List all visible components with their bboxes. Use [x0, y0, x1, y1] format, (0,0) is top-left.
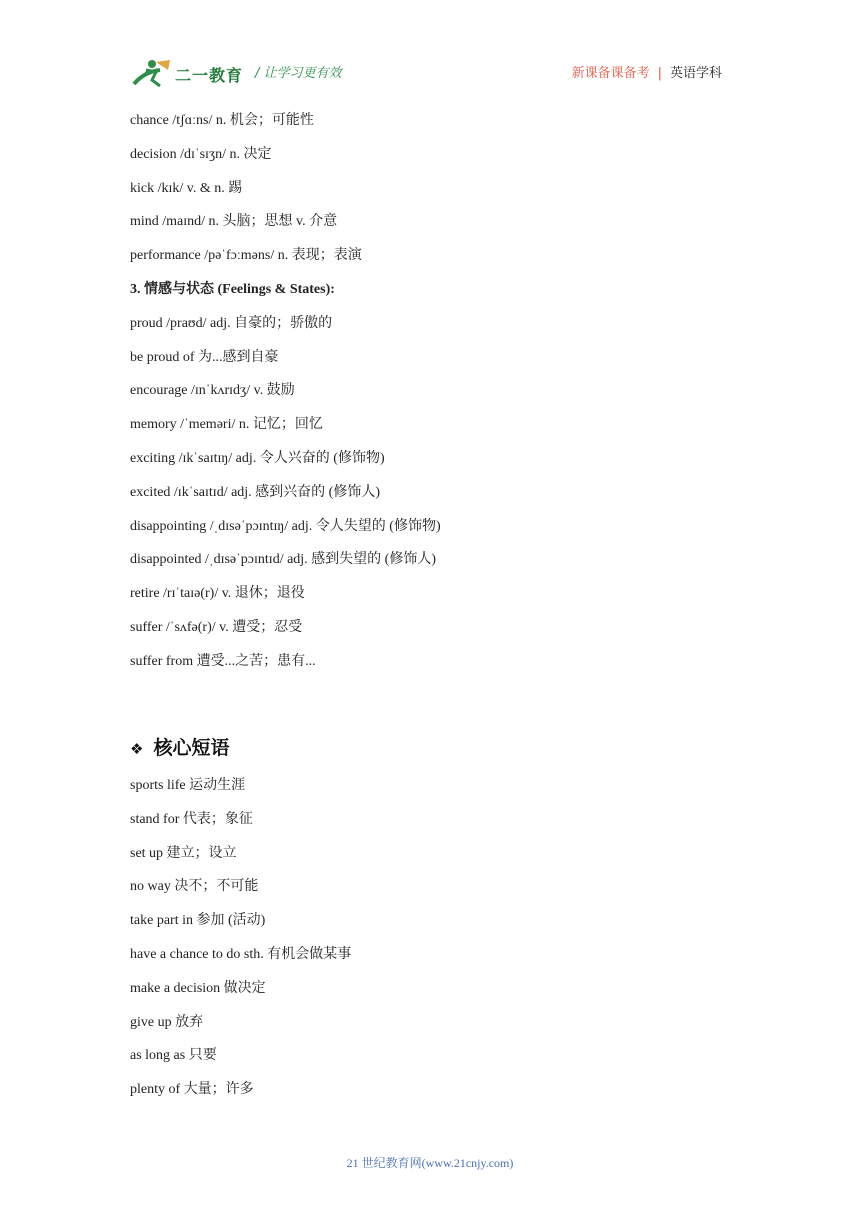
phrase-list	[130, 775, 730, 1113]
vocab-line: chance /tʃɑːns/ n. 机会；可能性	[130, 113, 314, 128]
header-separator: |	[657, 66, 662, 81]
vocab-line: disappointing /ˌdɪsəˈpɔɪntɪŋ/ adj. 令人失望的 (修饰物)	[130, 518, 441, 534]
phrase-line: stand for 代表；象征	[130, 811, 253, 827]
phrase-line: sports life 运动生涯	[130, 778, 246, 793]
vocab-line: encourage /ɪnˈkʌrɪdʒ/ v. 鼓励	[130, 383, 295, 399]
phrase-line: no way 决不；不可能	[130, 879, 259, 895]
category-heading: 3. 情感与状态 (Feelings & States):	[130, 281, 335, 297]
section-title: 核心短语	[153, 737, 230, 759]
page-footer: 21 世纪教育网(www.21cnjy.com)	[346, 1156, 514, 1170]
vocab-line: excited /ɪkˈsaɪtɪd/ adj. 感到兴奋的 (修饰人)	[130, 484, 381, 500]
phrase-line: set up 建立；设立	[130, 845, 237, 861]
vocab-line: memory /ˈmeməri/ n. 记忆；回忆	[130, 417, 323, 433]
section-heading	[130, 733, 229, 760]
diamond-bullet-icon: ❖	[130, 740, 144, 758]
header-right	[572, 62, 722, 81]
phrase-line: plenty of 大量；许多	[130, 1082, 254, 1098]
vocab-line: decision /dɪˈsɪʒn/ n. 决定	[130, 146, 272, 162]
vocab-line: kick /kɪk/ v. & n. 踢	[130, 180, 243, 196]
logo-text: 二一教育	[175, 66, 244, 85]
vocab-line: proud /praʊd/ adj. 自豪的；骄傲的	[130, 315, 333, 331]
vocab-line: mind /maɪnd/ n. 头脑；思想 v. 介意	[130, 214, 338, 230]
vocab-line: retire /rɪˈtaɪə(r)/ v. 退休；退役	[130, 586, 305, 602]
header-slogan: / 让学习更有效	[255, 66, 342, 81]
header-subject: 英语学科	[669, 66, 722, 81]
phrase-line: give up 放弃	[130, 1014, 204, 1030]
header-course-label: 新课备课备考	[571, 66, 650, 81]
phrase-line: as long as 只要	[130, 1048, 217, 1064]
vocab-line: be proud of 为...感到自豪	[130, 349, 279, 365]
vocab-line: disappointed /ˌdɪsəˈpɔɪntɪd/ adj. 感到失望的 (修饰人)	[130, 552, 437, 568]
vocab-line: suffer /ˈsʌfə(r)/ v. 遭受；忍受	[130, 619, 303, 635]
vocab-line: exciting /ɪkˈsaɪtɪŋ/ adj. 令人兴奋的 (修饰物)	[130, 450, 385, 466]
vocab-line: suffer from 遭受...之苦；患有...	[130, 653, 316, 669]
page-header	[0, 0, 860, 100]
phrase-line: take part in 参加 (活动)	[130, 913, 266, 929]
vocab-line: performance /pəˈfɔːməns/ n. 表现；表演	[130, 248, 362, 264]
phrase-line: have a chance to do sth. 有机会做某事	[130, 946, 352, 962]
phrase-line: make a decision 做决定	[130, 980, 266, 996]
vocabulary-list	[130, 110, 730, 685]
